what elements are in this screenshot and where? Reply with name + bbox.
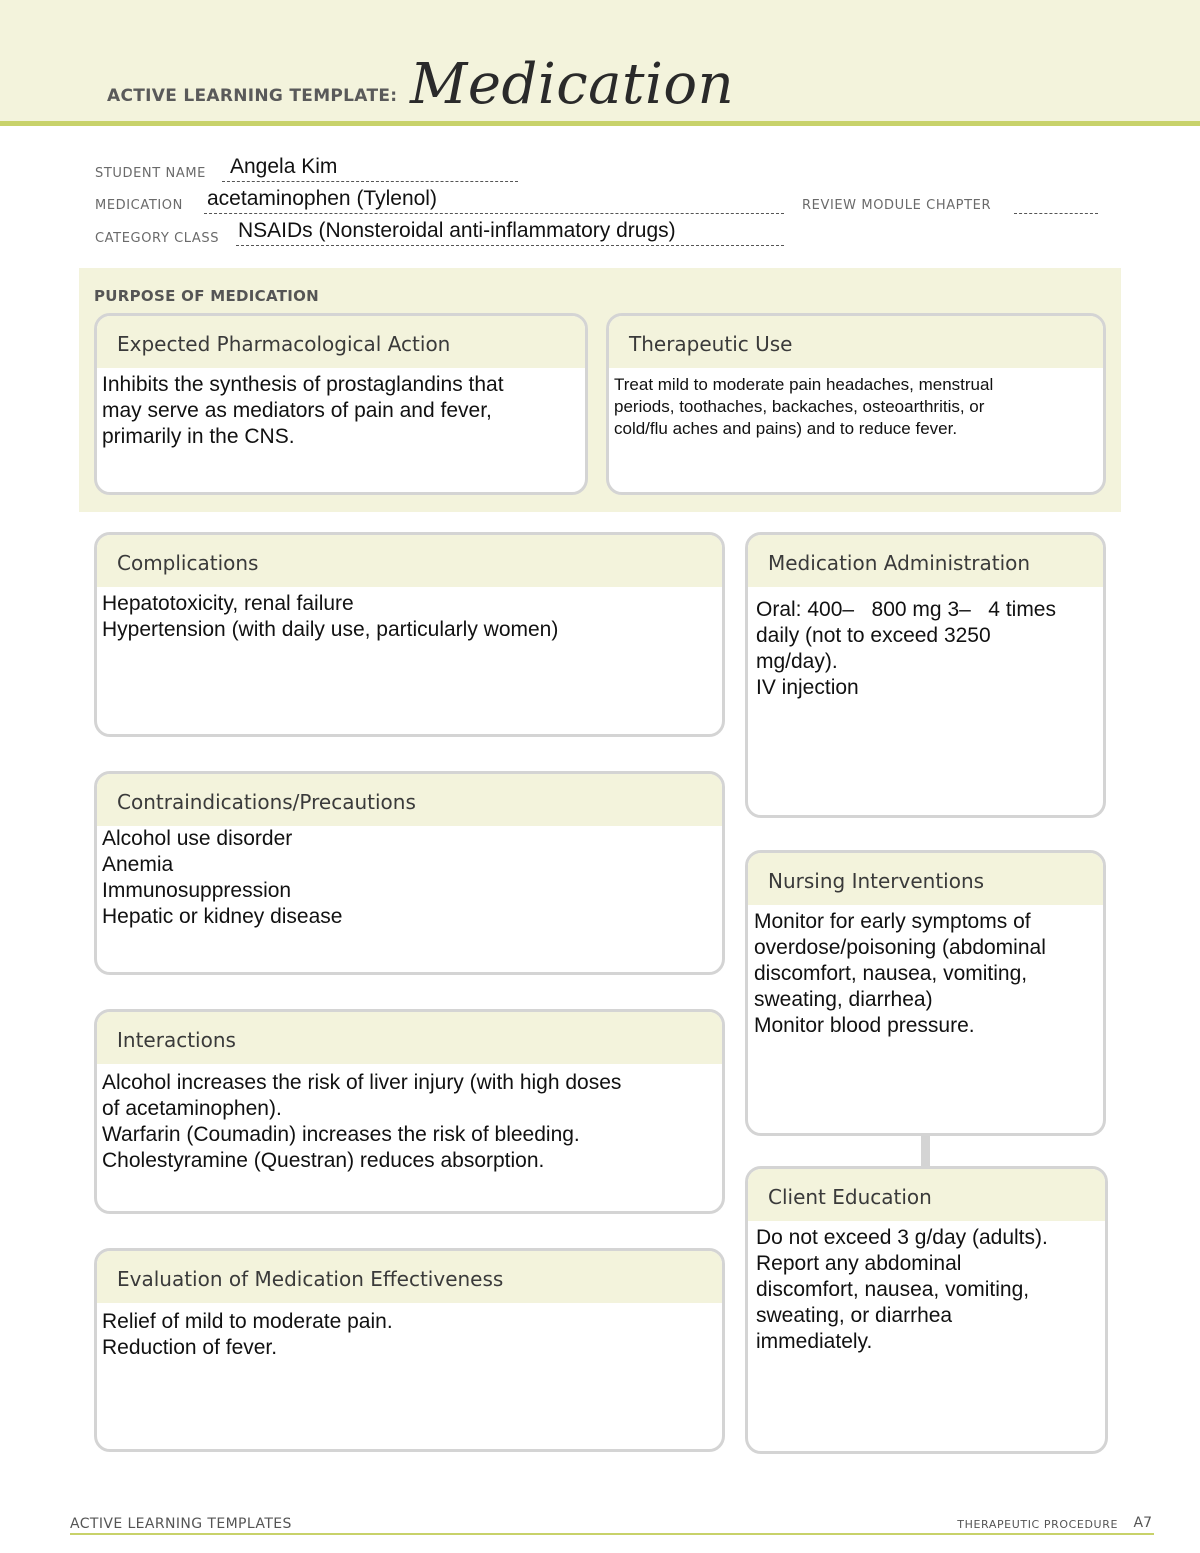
expected-action-body[interactable]: Inhibits the synthesis of prostaglandins that may serve as mediators of pain and fever, primarily in the CNS.	[102, 373, 504, 448]
medication-field[interactable]: acetaminophen (Tylenol)	[207, 187, 437, 210]
review-module-label: REVIEW MODULE CHAPTER	[802, 198, 992, 213]
medication-label: MEDICATION	[95, 198, 183, 213]
education-title: Client Education	[748, 1169, 1105, 1221]
footer-rule	[70, 1533, 1154, 1535]
nursing-card	[745, 850, 1106, 1136]
evaluation-title: Evaluation of Medication Effectiveness	[97, 1251, 722, 1303]
expected-action-card	[94, 313, 588, 495]
category-class-field[interactable]: NSAIDs (Nonsteroidal anti-inflammatory drugs)	[238, 219, 676, 242]
header-rule	[0, 121, 1200, 126]
contraindications-body[interactable]: Alcohol use disorder Anemia Immunosuppression Hepatic or kidney disease	[102, 827, 343, 928]
therapeutic-use-body[interactable]: Treat mild to moderate pain headaches, menstrual periods, toothaches, backaches, osteoarthritis, or cold/flu aches and pains) and to reduce fever.	[614, 375, 994, 438]
student-name-line	[222, 181, 518, 182]
purpose-label: PURPOSE OF MEDICATION	[94, 287, 320, 305]
medication-line	[204, 213, 784, 214]
footer-left: ACTIVE LEARNING TEMPLATES	[70, 1516, 292, 1532]
evaluation-body[interactable]: Relief of mild to moderate pain. Reduction of fever.	[102, 1310, 393, 1359]
interactions-body[interactable]: Alcohol increases the risk of liver injury (with high doses of acetaminophen). Warfarin (Coumadin) increases the risk of bleeding. Cholestyramine (Questran) reduces absorption.	[102, 1071, 622, 1172]
contraindications-title: Contraindications/Precautions	[97, 774, 722, 826]
complications-card	[94, 532, 725, 737]
administration-card	[745, 532, 1106, 818]
expected-action-title: Expected Pharmacological Action	[97, 316, 585, 368]
education-body[interactable]: Do not exceed 3 g/day (adults). Report any abdominal discomfort, nausea, vomiting, sweating, or diarrhea immediately.	[756, 1226, 1048, 1353]
card-connector	[921, 1136, 930, 1166]
interactions-card	[94, 1009, 725, 1214]
student-name-label: STUDENT NAME	[95, 166, 206, 181]
nursing-body[interactable]: Monitor for early symptoms of overdose/poisoning (abdominal discomfort, nausea, vomiting, sweating, diarrhea) Monitor blood pressure.	[754, 910, 1046, 1037]
therapeutic-use-card	[606, 313, 1106, 495]
administration-title: Medication Administration	[748, 535, 1103, 587]
student-name-field[interactable]: Angela Kim	[230, 155, 338, 178]
footer-page-number: A7	[1133, 1515, 1152, 1531]
review-module-line	[1014, 213, 1098, 214]
interactions-title: Interactions	[97, 1012, 722, 1064]
template-title: Medication	[410, 52, 735, 117]
education-card	[745, 1166, 1108, 1454]
template-label: ACTIVE LEARNING TEMPLATE:	[107, 86, 398, 106]
complications-body[interactable]: Hepatotoxicity, renal failure Hypertension (with daily use, particularly women)	[102, 592, 559, 641]
evaluation-card	[94, 1248, 725, 1452]
contraindications-card	[94, 771, 725, 975]
category-class-label: CATEGORY CLASS	[95, 231, 220, 246]
administration-body[interactable]: Oral: 400– 800 mg 3– 4 times daily (not to exceed 3250 mg/day). IV injection	[756, 598, 1056, 699]
nursing-title: Nursing Interventions	[748, 853, 1103, 905]
footer-section: THERAPEUTIC PROCEDURE	[957, 1518, 1118, 1531]
therapeutic-use-title: Therapeutic Use	[609, 316, 1103, 368]
category-class-line	[236, 245, 784, 246]
complications-title: Complications	[97, 535, 722, 587]
